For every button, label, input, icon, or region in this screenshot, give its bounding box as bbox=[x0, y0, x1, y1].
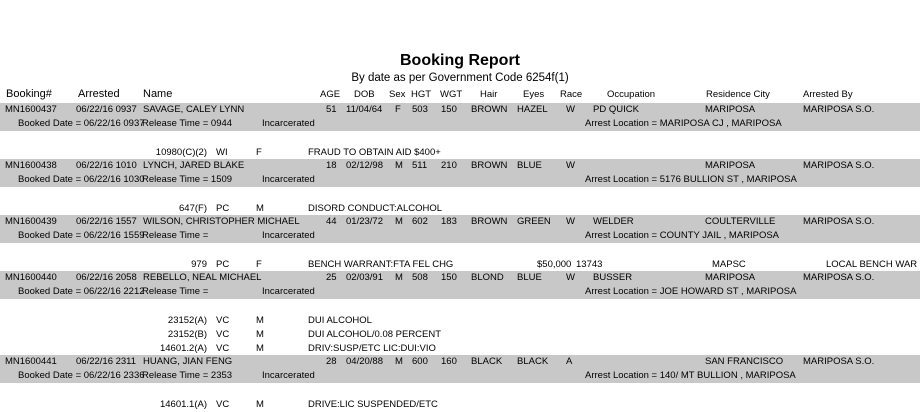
eyes-value: GREEN bbox=[517, 216, 551, 227]
col-residence-city: Residence City bbox=[706, 89, 770, 100]
release-time: Release Time = 2353 bbox=[142, 370, 233, 381]
release-time: Release Time = bbox=[142, 286, 209, 297]
weight-value: 150 bbox=[441, 104, 457, 115]
hair-value: BROWN bbox=[471, 104, 508, 115]
age-value: 44 bbox=[326, 216, 337, 227]
arrest-location: Arrest Location = COUNTY JAIL , MARIPOSA bbox=[585, 230, 780, 241]
sex-value: M bbox=[395, 272, 403, 283]
charge-level: M bbox=[256, 203, 264, 214]
arrested-datetime: 06/22/16 0937 bbox=[76, 104, 137, 115]
occupation-value: PD QUICK bbox=[593, 104, 639, 115]
charge-description: DRIV:SUSP/ETC LIC:DUI:VIO bbox=[308, 343, 436, 354]
arrested-datetime: 06/22/16 2311 bbox=[76, 356, 137, 367]
report-title: Booking Report bbox=[400, 52, 520, 69]
age-value: 51 bbox=[326, 104, 337, 115]
col-arrested: Arrested bbox=[78, 88, 120, 100]
charge-type: PC bbox=[216, 259, 230, 270]
col-booking: Booking# bbox=[6, 88, 52, 100]
arrestee-name: REBELLO, NEAL MICHAEL bbox=[143, 272, 262, 283]
weight-value: 160 bbox=[441, 356, 457, 367]
charge-type: VC bbox=[216, 329, 230, 340]
residence-city-value: MARIPOSA bbox=[705, 272, 756, 283]
charge-code: 647(F) bbox=[179, 203, 207, 214]
eyes-value: BLUE bbox=[517, 272, 542, 283]
race-value: A bbox=[566, 356, 573, 367]
charge-type: VC bbox=[216, 343, 230, 354]
col-hgt: HGT bbox=[411, 89, 432, 100]
arrestee-name: SAVAGE, CALEY LYNN bbox=[143, 104, 245, 115]
charge-type: VC bbox=[216, 399, 230, 410]
col-hair: Hair bbox=[480, 89, 498, 100]
release-time: Release Time = 1509 bbox=[142, 174, 233, 185]
residence-city-value: MARIPOSA bbox=[705, 160, 756, 171]
charge-description: DISORD CONDUCT:ALCOHOL bbox=[308, 203, 443, 214]
col-dob: DOB bbox=[354, 89, 375, 100]
charge-code: 14601.1(A) bbox=[159, 399, 207, 410]
hair-value: BROWN bbox=[471, 216, 508, 227]
charge-description: FRAUD TO OBTAIN AID $400+ bbox=[308, 147, 441, 158]
booking-number: MN1600438 bbox=[5, 160, 57, 171]
dob-value: 02/12/98 bbox=[346, 160, 383, 171]
arrested-datetime: 06/22/16 2058 bbox=[76, 272, 137, 283]
booked-date: Booked Date = 06/22/16 1559 bbox=[18, 230, 145, 241]
col-arrested-by: Arrested By bbox=[803, 89, 853, 100]
sex-value: M bbox=[395, 216, 403, 227]
residence-city-value: COULTERVILLE bbox=[705, 216, 776, 227]
col-age: AGE bbox=[320, 89, 341, 100]
charge-code: 23152(B) bbox=[167, 329, 207, 340]
arrested-by-value: MARIPOSA S.O. bbox=[803, 356, 875, 367]
col-name: Name bbox=[143, 88, 173, 100]
hair-value: BLACK bbox=[471, 356, 503, 367]
arrestee-name: LYNCH, JARED BLAKE bbox=[143, 160, 245, 171]
height-value: 511 bbox=[412, 160, 428, 171]
height-value: 503 bbox=[412, 104, 428, 115]
weight-value: 150 bbox=[441, 272, 457, 283]
col-wgt: WGT bbox=[440, 89, 463, 100]
dob-value: 02/03/91 bbox=[346, 272, 383, 283]
hair-value: BROWN bbox=[471, 160, 508, 171]
race-value: W bbox=[566, 104, 575, 115]
arrested-by-value: MARIPOSA S.O. bbox=[803, 216, 875, 227]
bail-amount: $50,000 bbox=[537, 259, 572, 270]
court-name: MAPSC bbox=[712, 259, 746, 270]
release-time: Release Time = 0944 bbox=[142, 118, 233, 129]
arrested-datetime: 06/22/16 1557 bbox=[76, 216, 137, 227]
eyes-value: BLUE bbox=[517, 160, 542, 171]
custody-status: Incarcerated bbox=[262, 118, 315, 129]
charge-code: 10980(C)(2) bbox=[155, 147, 207, 158]
arrest-location: Arrest Location = 5176 BULLION ST , MARIPOSA bbox=[585, 174, 797, 185]
charge-description: DRIVE:LIC SUSPENDED/ETC bbox=[308, 399, 438, 410]
arrested-by-value: MARIPOSA S.O. bbox=[803, 160, 875, 171]
age-value: 18 bbox=[326, 160, 337, 171]
race-value: W bbox=[566, 160, 575, 171]
booking-number: MN1600441 bbox=[5, 356, 57, 367]
charge-code: 979 bbox=[191, 259, 207, 270]
arrested-datetime: 06/22/16 1010 bbox=[76, 160, 137, 171]
sex-value: F bbox=[395, 104, 401, 115]
custody-status: Incarcerated bbox=[262, 230, 315, 241]
col-eyes: Eyes bbox=[523, 89, 545, 100]
booked-date: Booked Date = 06/22/16 2336 bbox=[18, 370, 145, 381]
charge-code: 23152(A) bbox=[167, 315, 207, 326]
booked-date: Booked Date = 06/22/16 2212 bbox=[18, 286, 145, 297]
eyes-value: BLACK bbox=[517, 356, 549, 367]
booked-date: Booked Date = 06/22/16 0937 bbox=[18, 118, 145, 129]
arrest-location: Arrest Location = JOE HOWARD ST , MARIPOSA bbox=[585, 286, 797, 297]
height-value: 508 bbox=[412, 272, 428, 283]
booking-number: MN1600440 bbox=[5, 272, 57, 283]
dob-value: 11/04/64 bbox=[346, 104, 383, 115]
height-value: 602 bbox=[412, 216, 428, 227]
arrestee-name: WILSON, CHRISTOPHER MICHAEL bbox=[143, 216, 300, 227]
dob-value: 01/23/72 bbox=[346, 216, 383, 227]
arrested-by-value: MARIPOSA S.O. bbox=[803, 272, 875, 283]
case-number: 13743 bbox=[576, 259, 603, 270]
col-race: Race bbox=[560, 89, 583, 100]
charge-type: VC bbox=[216, 315, 230, 326]
weight-value: 183 bbox=[441, 216, 457, 227]
booked-date: Booked Date = 06/22/16 1030 bbox=[18, 174, 145, 185]
arrest-location: Arrest Location = 140/ MT BULLION , MARIPOSA bbox=[585, 370, 796, 381]
charge-level: M bbox=[256, 329, 264, 340]
custody-status: Incarcerated bbox=[262, 370, 315, 381]
sex-value: M bbox=[395, 160, 403, 171]
charge-description: BENCH WARRANT:FTA FEL CHG bbox=[308, 259, 454, 270]
charge-level: M bbox=[256, 343, 264, 354]
age-value: 28 bbox=[326, 356, 337, 367]
report-subtitle: By date as per Government Code 6254f(1) bbox=[351, 72, 569, 84]
arrested-by-value: MARIPOSA S.O. bbox=[803, 104, 875, 115]
charge-type: WI bbox=[216, 147, 228, 158]
custody-status: Incarcerated bbox=[262, 174, 315, 185]
charge-description: DUI ALCOHOL/0.08 PERCENT bbox=[308, 329, 442, 340]
charge-level: F bbox=[256, 147, 262, 158]
race-value: W bbox=[566, 272, 575, 283]
height-value: 600 bbox=[412, 356, 428, 367]
arrestee-name: HUANG, JIAN FENG bbox=[143, 356, 233, 367]
charge-level: M bbox=[256, 399, 264, 410]
booking-number: MN1600439 bbox=[5, 216, 57, 227]
age-value: 25 bbox=[326, 272, 337, 283]
race-value: W bbox=[566, 216, 575, 227]
charge-level: F bbox=[256, 259, 262, 270]
charge-level: M bbox=[256, 315, 264, 326]
booking-number: MN1600437 bbox=[5, 104, 57, 115]
dob-value: 04/20/88 bbox=[346, 356, 383, 367]
col-sex: Sex bbox=[389, 89, 406, 100]
residence-city-value: SAN FRANCISCO bbox=[705, 356, 784, 367]
residence-city-value: MARIPOSA bbox=[705, 104, 756, 115]
eyes-value: HAZEL bbox=[517, 104, 548, 115]
warrant-type: LOCAL BENCH WAR bbox=[826, 259, 918, 270]
occupation-value: WELDER bbox=[593, 216, 634, 227]
sex-value: M bbox=[395, 356, 403, 367]
charge-code: 14601.2(A) bbox=[159, 343, 207, 354]
col-occupation: Occupation bbox=[607, 89, 656, 100]
arrest-location: Arrest Location = MARIPOSA CJ , MARIPOSA bbox=[585, 118, 782, 129]
hair-value: BLOND bbox=[471, 272, 504, 283]
charge-description: DUI ALCOHOL bbox=[308, 315, 372, 326]
charge-type: PC bbox=[216, 203, 230, 214]
weight-value: 210 bbox=[441, 160, 457, 171]
custody-status: Incarcerated bbox=[262, 286, 315, 297]
occupation-value: BUSSER bbox=[593, 272, 633, 283]
release-time: Release Time = bbox=[142, 230, 209, 241]
